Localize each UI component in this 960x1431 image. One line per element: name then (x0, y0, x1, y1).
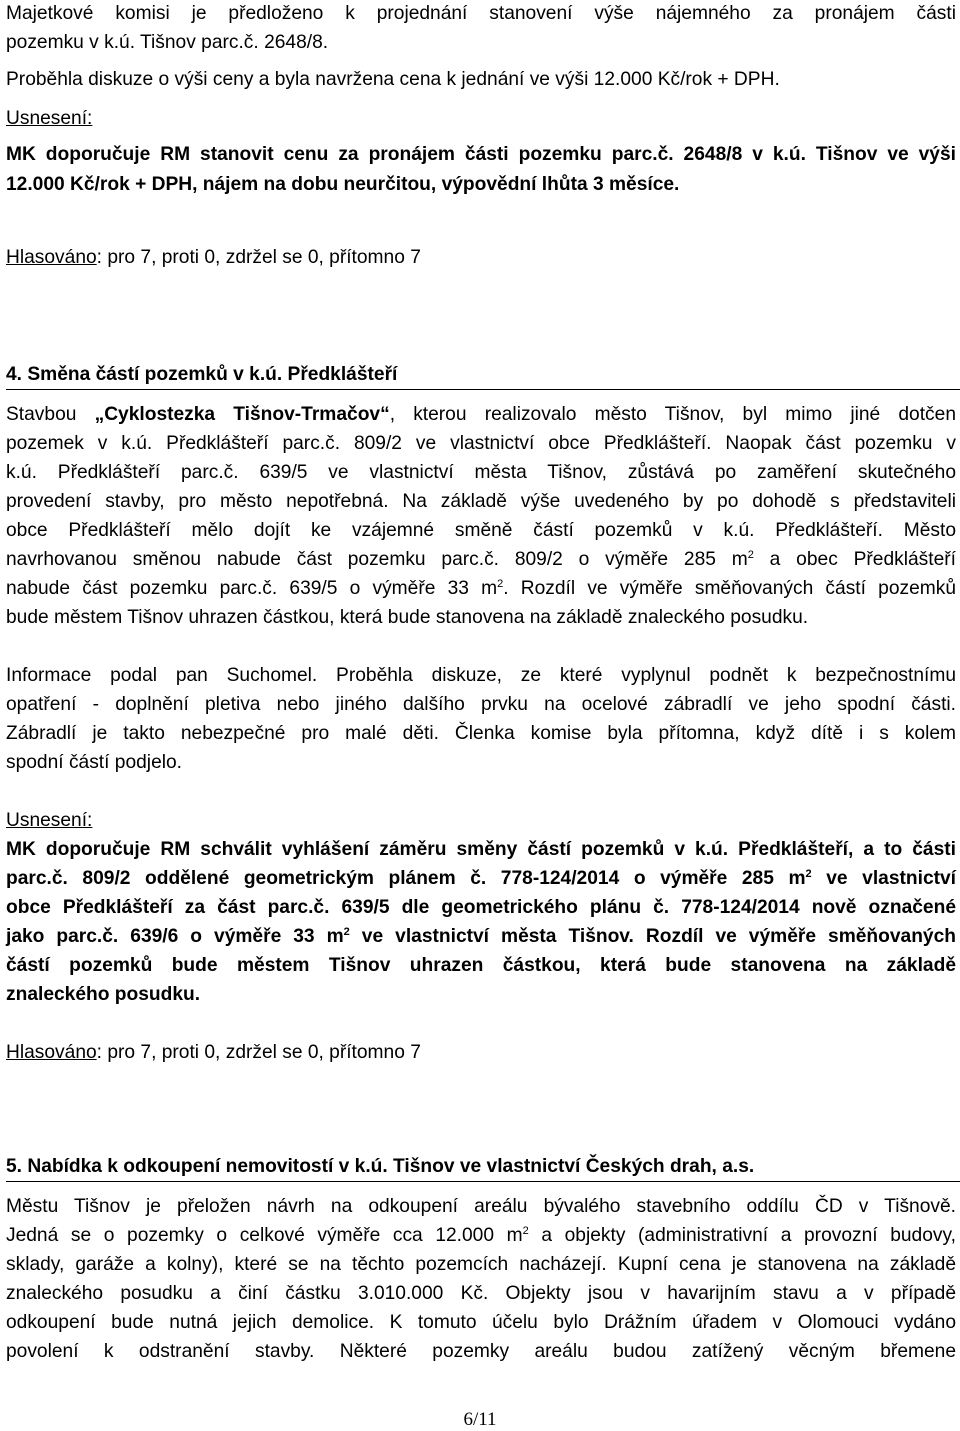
resolution-label: Usnesení: (6, 810, 93, 831)
paragraph-line: Jedná se o pozemky o celkové výměře cca 12.000 $m^2$ a objekty (administrativní a provozní budovy, (6, 1225, 956, 1246)
paragraph-line: znaleckého posudku a činí částku 3.010.000 Kč. Objekty jsou v havarijním stavu a v případě (6, 1283, 956, 1304)
resolution-text: 12.000 Kč/rok + DPH, nájem na dobu neurčitou, výpovědní lhůta 3 měsíce. (6, 174, 680, 195)
project-name: „Cyklostezka Tišnov-Trmačov“ (94, 404, 390, 425)
vote-label: Hlasováno (6, 1042, 97, 1063)
paragraph-line: nabude část pozemku parc.č. 639/5 o výměře 33 $m^2$. Rozdíl ve výměře směňovaných částí pozemků (6, 578, 957, 599)
resolution-text: MK doporučuje RM schválit vyhlášení záměru směny částí pozemků v k.ú. Předklášteří, a to části (6, 839, 956, 860)
section-heading: 5. Nabídka k odkoupení nemovitostí v k.ú. Tišnov ve vlastnictví Českých drah, a.s. (6, 1155, 960, 1182)
paragraph-line: Informace podal pan Suchomel. Proběhla diskuze, ze které vyplynul podnět k bezpečnostnímu (6, 665, 956, 686)
resolution-text: znaleckého posudku. (6, 984, 201, 1005)
paragraph-line: bude městem Tišnov uhrazen částkou, která bude stanovena na základě znaleckého posudku. (6, 607, 809, 628)
paragraph-line: Zábradlí je takto nebezpečné pro malé děti. Členka komise byla přítomna, když dítě i s kolem (6, 723, 956, 744)
paragraph-line: odkoupení bude nutná jejich demolice. K tomuto účelu bylo Drážním úřadem v Olomouci vydáno (6, 1312, 956, 1333)
resolution-text: parc.č. 809/2 oddělené geometrickým plánem č. 778-124/2014 o výměře 285 $m^2$ ve vlastnictví (6, 868, 957, 889)
paragraph-line: Proběhla diskuze o výši ceny a byla navržena cena k jednání ve výši 12.000 Kč/rok + DPH. (6, 69, 780, 90)
paragraph-line: povolení k odstranění stavby. Některé pozemky areálu budou zatížený věcným břemene (6, 1341, 956, 1362)
resolution-text: částí pozemků bude městem Tišnov uhrazen částkou, která bude stanovena na základě (6, 955, 956, 976)
paragraph-line: navrhovanou směnou nabude část pozemku parc.č. 809/2 o výměře 285 $m^2$ a obec Předklášteří (6, 549, 956, 570)
paragraph-line: provedení stavby, pro město nepotřebná. Na základě výše uvedeného by po dohodě s představiteli (6, 491, 956, 512)
paragraph-line: sklady, garáže a kolny), které se na těchto pozemcích nacházejí. Kupní cena je stanovena na základě (6, 1254, 956, 1275)
resolution-text: jako parc.č. 639/6 o výměře 33 $m^2$ ve vlastnictví města Tišnov. Rozdíl ve výměře směňovaných (6, 926, 956, 947)
page-number: 6/11 (463, 1409, 497, 1430)
paragraph-line: Majetkové komisi je předloženo k projednání stanovení výše nájemného za pronájem části (6, 3, 956, 24)
vote-text: : pro 7, proti 0, zdržel se 0, přítomno 7 (96, 247, 421, 268)
resolution-text: obce Předklášteří za část parc.č. 639/5 dle geometrického plánu č. 778-124/2014 nově označené (6, 897, 956, 918)
paragraph-line: spodní částí podjelo. (6, 752, 183, 773)
paragraph-line: Stavbou „Cyklostezka Tišnov-Trmačov“, kterou realizovalo město Tišnov, byl mimo jiné dotčen (6, 404, 956, 425)
paragraph-line: opatření - doplnění pletiva nebo jiného dalšího prvku na ocelové zábradlí ve jeho spodní části. (6, 694, 956, 715)
vote-result (6, 1041, 421, 1065)
paragraph-line: pozemku v k.ú. Tišnov parc.č. 2648/8. (6, 32, 329, 53)
resolution-text: MK doporučuje RM stanovit cenu za pronájem části pozemku parc.č. 2648/8 v k.ú. Tišnov ve výši (6, 144, 956, 165)
vote-result (6, 246, 421, 270)
section-heading: 4. Směna částí pozemků v k.ú. Předklášteří (6, 363, 960, 390)
resolution-label: Usnesení: (6, 108, 93, 129)
vote-text: : pro 7, proti 0, zdržel se 0, přítomno 7 (96, 1042, 421, 1063)
paragraph-line: Městu Tišnov je přeložen návrh na odkoupení areálu bývalého stavebního oddílu ČD v Tišnově. (6, 1196, 956, 1217)
vote-label: Hlasováno (6, 247, 97, 268)
paragraph-line: obce Předklášteří mělo dojít ke vzájemné směně částí pozemků v k.ú. Předklášteří. Město (6, 520, 956, 541)
paragraph-line: k.ú. Předklášteří parc.č. 639/5 ve vlastnictví města Tišnov, zůstává po zaměření skutečného (6, 462, 956, 483)
paragraph-line: pozemek v k.ú. Předklášteří parc.č. 809/2 ve vlastnictví obce Předklášteří. Naopak část pozemku v (6, 433, 956, 454)
